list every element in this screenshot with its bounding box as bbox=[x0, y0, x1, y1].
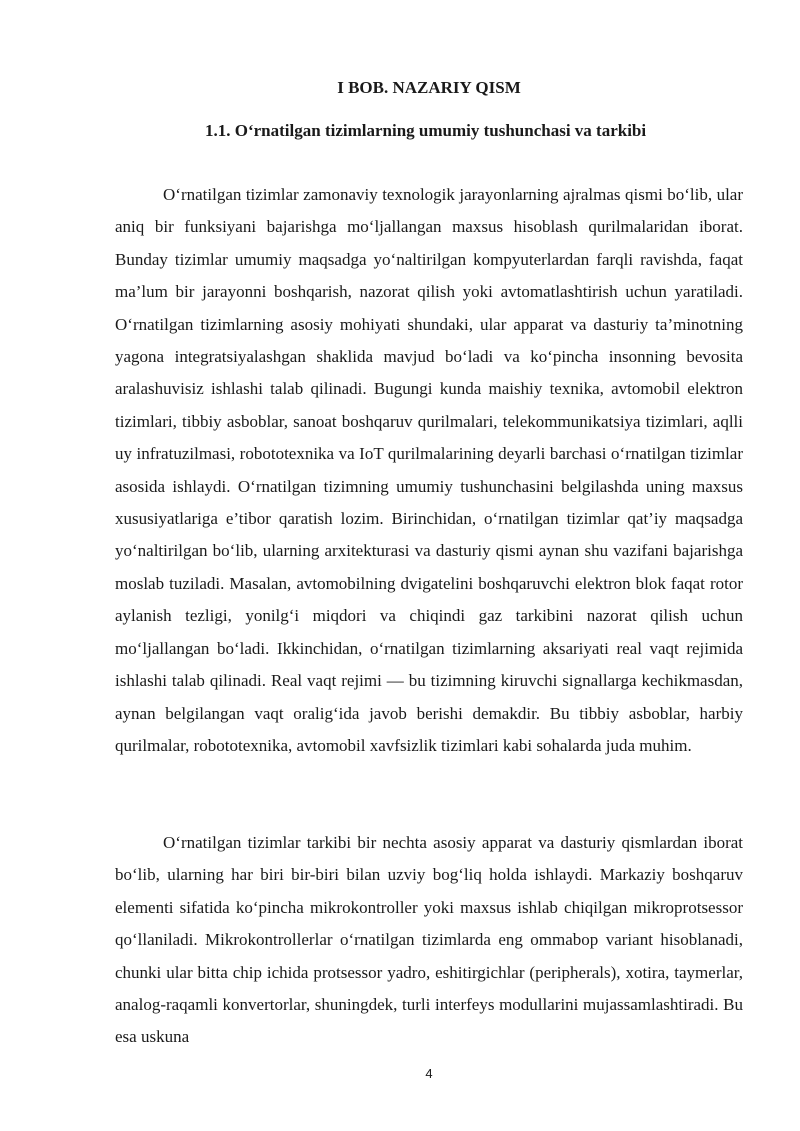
paragraph-1: O‘rnatilgan tizimlar zamonaviy texnologik jarayonlarning ajralmas qismi bo‘lib, ular aniq bir funksiyani bajarishga mo‘ljallangan maxsus hisoblash qurilmalaridan iborat. Bunday tizimlar umumiy maqsadga yo‘naltirilgan kompyuterlardan farqli ravishda, faqat ma’lum bir jarayonni boshqarish, nazorat qilish yoki avtomatlashtirish uchun yaratiladi. O‘rnatilgan tizimlarning asosiy mohiyati shundaki, ular apparat va dasturiy ta’minotning yagona integratsiyalashgan shaklida mavjud bo‘ladi va ko‘pincha insonning bevosita aralashuvisiz ishlashi talab qilinadi. Bugungi kunda maishiy texnika, avtomobil elektron tizimlari, tibbiy asboblar, sanoat boshqaruv qurilmalari, telekommunikatsiya tizimlari, aqlli uy infratuzilmasi, robototexnika va IoT qurilmalarining deyarli barchasi o‘rnatilgan tizimlar asosida ishlaydi. O‘rnatilgan tizimning umumiy tushunchasini belgilashda uning maxsus xususiyatlariga e’tibor qaratish lozim. Birinchidan, o‘rnatilgan tizimlar qat’iy maqsadga yo‘naltirilgan bo‘lib, ularning arxitekturasi va dasturiy qismi aynan shu vazifani bajarishga moslab tuziladi. Masalan, avtomobilning dvigatelini boshqaruvchi elektron blok faqat rotor aylanish tezligi, yonilg‘i miqdori va chiqindi gaz tarkibini nazorat qilish uchun mo‘ljallangan bo‘ladi. Ikkinchidan, o‘rnatilgan tizimlarning aksariyati real vaqt rejimida ishlashi talab qilinadi. Real vaqt rejimi — bu tizimning kiruvchi signallarga kechikmasdan, aynan belgilangan vaqt oralig‘ida javob berishi demakdir. Bu tibbiy asboblar, harbiy qurilmalar, robototexnika, avtomobil xavfsizlik tizimlari kabi sohalarda juda muhim. bbox=[115, 185, 743, 755]
paragraph-2: O‘rnatilgan tizimlar tarkibi bir nechta asosiy apparat va dasturiy qismlardan iborat bo‘lib, ularning har biri bir-biri bilan uzviy bog‘liq holda ishlaydi. Markaziy boshqaruv elementi sifatida ko‘pincha mikrokontroller yoki maxsus ishlab chiqilgan mikroprotsessor qo‘llaniladi. Mikrokontrollerlar o‘rnatilgan tizimlarda eng ommabop variant hisoblanadi, chunki ular bitta chip ichida protsessor yadro, eshitirgichlar (peripherals), xotira, taymerlar, analog-raqamli konvertorlar, shuningdek, turli interfeys modullarini mujassamlashtiradi. Bu esa uskuna bbox=[115, 833, 743, 1047]
chapter-title: I BOB. NAZARIY QISM bbox=[337, 78, 521, 97]
section-title: 1.1. O‘rnatilgan tizimlarning umumiy tushunchasi va tarkibi bbox=[205, 121, 647, 140]
page-number: 4 bbox=[425, 1066, 433, 1081]
